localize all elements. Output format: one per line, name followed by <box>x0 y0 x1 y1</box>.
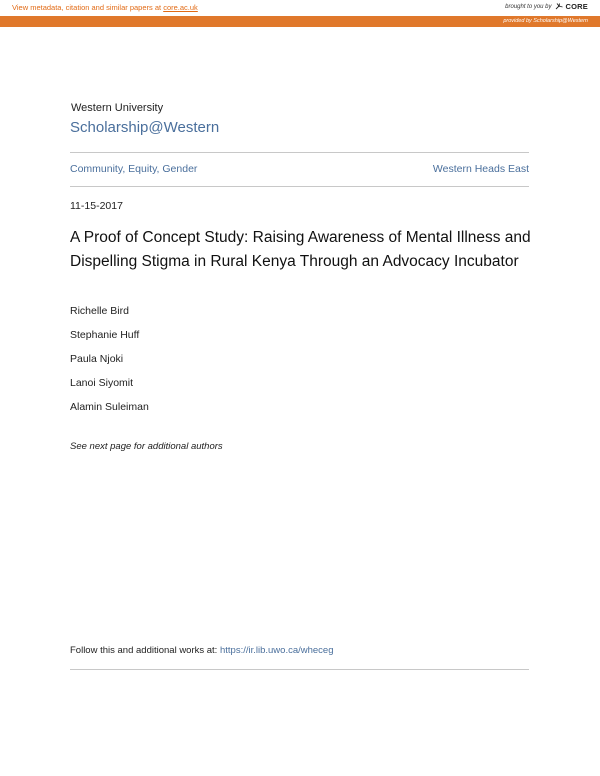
author-name: Stephanie Huff <box>70 329 140 341</box>
core-metadata-link[interactable] <box>12 3 198 12</box>
author-name: Paula Njoki <box>70 353 124 365</box>
follow-text: Follow this and additional works at: <box>70 645 218 656</box>
collection-link-community[interactable]: Community, Equity, Gender <box>70 163 198 175</box>
publication-date: 11-15-2017 <box>70 200 123 212</box>
core-logo-icon <box>555 2 564 11</box>
core-orange-bar <box>0 16 600 27</box>
author-name: Lanoi Siyomit <box>70 377 134 389</box>
author-name: Richelle Bird <box>70 305 129 317</box>
core-banner <box>0 0 600 27</box>
collection-link-western-heads-east[interactable]: Western Heads East <box>432 163 529 175</box>
institution-name: Western University <box>71 102 164 114</box>
follow-works <box>70 645 334 656</box>
core-provided-by[interactable]: provided by Scholarship@Western <box>503 18 588 24</box>
divider-top <box>70 152 529 153</box>
core-view-text: View metadata, citation and similar papers at <box>12 3 162 12</box>
core-top-strip <box>0 0 600 16</box>
author-name: Alamin Suleiman <box>70 401 149 413</box>
author-list <box>70 305 149 425</box>
core-brought-to-you[interactable] <box>505 2 588 11</box>
additional-authors-note: See next page for additional authors <box>70 441 223 452</box>
divider-middle <box>70 186 529 187</box>
core-ac-uk-link[interactable]: core.ac.uk <box>163 3 198 12</box>
divider-bottom <box>70 669 529 670</box>
brought-to-you-text: brought to you by <box>505 3 552 10</box>
paper-title: A Proof of Concept Study: Raising Awareness of Mental Illness and Dispelling Stigma in Rural Kenya Through an Advocacy Incubator <box>70 229 531 270</box>
core-logo-text: CORE <box>565 2 588 11</box>
core-logo[interactable] <box>555 2 588 11</box>
repository-name[interactable]: Scholarship@Western <box>70 119 220 136</box>
repository-url-link[interactable]: https://ir.lib.uwo.ca/wheceg <box>219 645 334 656</box>
